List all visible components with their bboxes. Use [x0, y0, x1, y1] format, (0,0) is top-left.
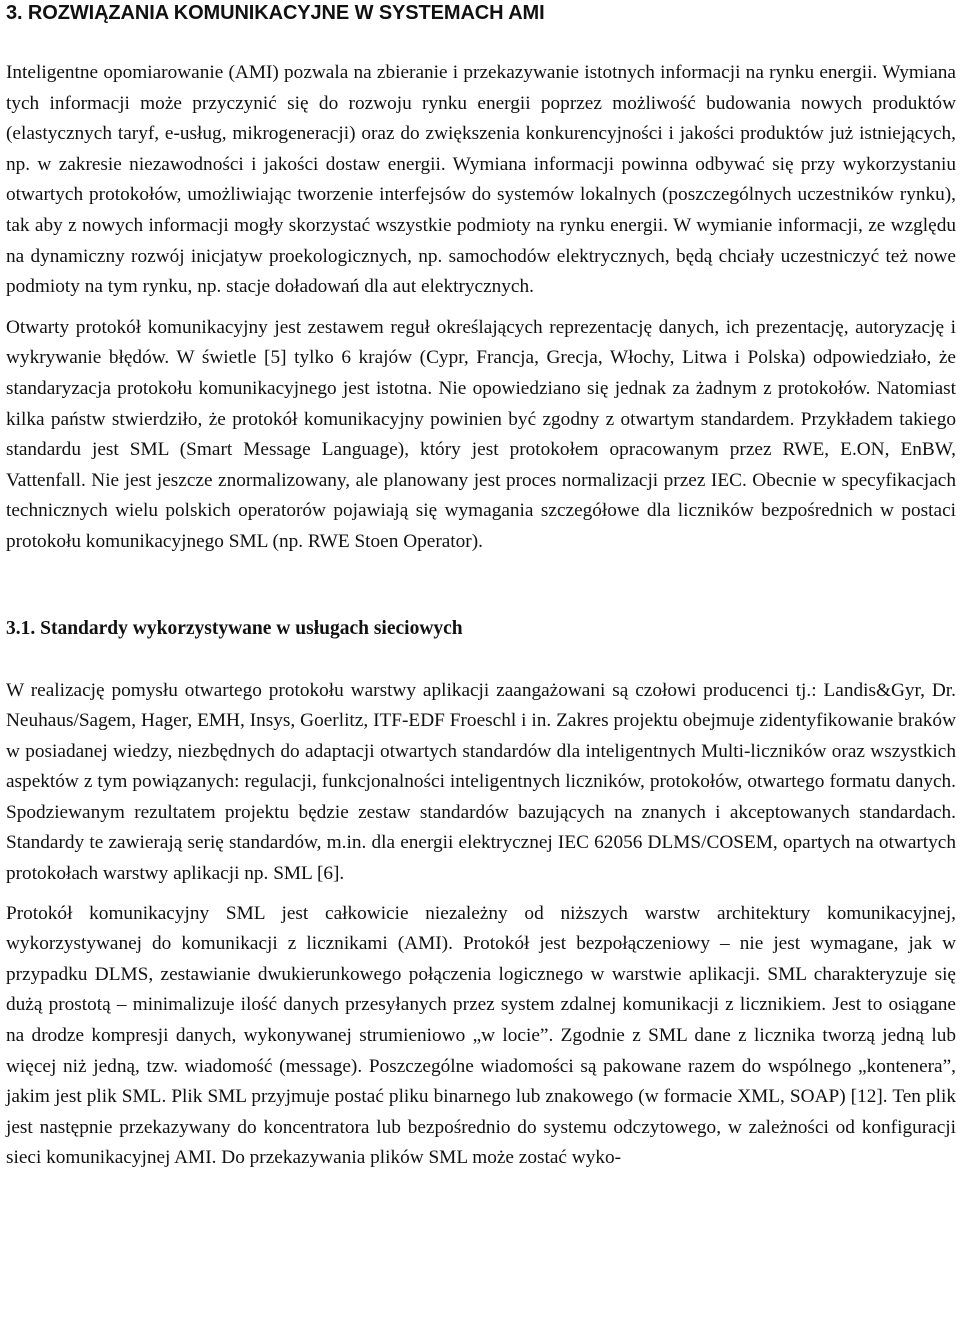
paragraph-ami-intro: Inteligentne opomiarowanie (AMI) pozwala na zbieranie i przekazywanie istotnych informacji na rynku energii. Wymiana tych informacji może przyczynić się do rozwoju rynku energii poprzez możliwość budowania nowych produktów (elastycznych taryf, e-usług, mikrogeneracji) oraz do zwiększenia konkurencyjności i jakości produktów już istniejących, np. w zakresie niezawodności i jakości dostaw energii. Wymiana informacji powinna odbywać się przy wykorzystaniu otwartych protokołów, umożliwiając tworzenie interfejsów do systemów lokalnych (poszczególnych uczestników rynku), tak aby z nowych informacji mogły skorzystać wszystkie podmioty na rynku energii. W wymianie informacji, ze względu na dynamiczny rozwój inicjatyw proekologicznych, np. samochodów elektrycznych, będą chciały uczestniczyć też nowe podmioty na tym rynku, np. stacje doładowań dla aut elektrycznych.	[6, 62, 956, 298]
paragraph-sml-protocol: Protokół komunikacyjny SML jest całkowicie niezależny od niższych warstw architektury komunikacyjnej, wykorzystywanej do komunikacji z licznikami (AMI). Protokół jest bezpołączeniowy – nie jest wymagane, jak w przypadku DLMS, zestawianie dwukierunkowego połączenia logicznego w warstwie aplikacji. SML charakteryzuje się dużą prostotą – minimalizuje ilość danych przesyłanych przez system zdalnej komunikacji z licznikiem. Jest to osiągane na drodze kompresji danych, wykonywanej strumieniowo „w locie”. Zgodnie z SML dane z licznika tworzą jedną lub więcej niż jedną, tzw. wiadomość (message). Poszczególne wiadomości są pakowane razem do wspólnego „kontenera”, jakim jest plik SML. Plik SML przyjmuje postać pliku binarnego lub znakowego (w formacie XML, SOAP) [12]. Ten plik jest następnie przekazywany do koncentratora lub bezpośrednio do systemu odczytowego, w zależności od konfiguracji sieci komunikacyjnej AMI. Do przekazywania plików SML może zostać wyko-	[6, 902, 956, 1169]
paragraph-standards-project: W realizację pomysłu otwartego protokołu warstwy aplikacji zaangażowani są czołowi producenci tj.: Landis&Gyr, Dr. Neuhaus/Sagem, Hager, EMH, Insys, Goerlitz, ITF-EDF Froeschl i in. Zakres projektu obejmuje zidentyfikowanie braków w posiadanej wiedzy, niezbędnych do adaptacji otwartych standardów dla inteligentnych Multi-liczników oraz wszystkich aspektów z tym powiązanych: regulacji, funkcjonalności inteligentnych liczników, protokołów, otwartego formatu danych. Spodziewanym rezultatem projektu będzie zestaw standardów bazujących na znanych i akceptowanych standardach. Standardy te zawierają serię standardów, m.in. dla energii elektrycznej IEC 62056 DLMS/COSEM, opartych na otwartych protokołach warstwy aplikacji np. SML [6].	[6, 679, 956, 885]
paragraph-open-protocol: Otwarty protokół komunikacyjny jest zestawem reguł określających reprezentację danych, ich prezentację, autoryzację i wykrywanie błędów. W świetle [5] tylko 6 krajów (Cypr, Francja, Grecja, Włochy, Litwa i Polska) odpowiedziało, że standaryzacja protokołu komunikacyjnego jest istotna. Nie opowiedziano się jednak za żadnym z protokołów. Natomiast kilka państw stwierdziło, że protokół komunikacyjny powinien być zgodny z otwartym standardem. Przykładem takiego standardu jest SML (Smart Message Language), który jest protokołem opracowanym przez RWE, E.ON, EnBW, Vattenfall. Nie jest jeszcze znormalizowany, ale planowany jest proces normalizacji przez IEC. Obecnie w specyfikacjach technicznych wielu polskich operatorów pojawiają się wymagania szczegółowe dla liczników bezpośrednich w postaci protokołu komunikacyjnego SML (np. RWE Stoen Operator).	[6, 316, 956, 552]
document-page	[6, 0, 956, 1174]
section-heading: 3. ROZWIĄZANIA KOMUNIKACYJNE W SYSTEMACH AMI	[6, 2, 545, 24]
subsection-heading: 3.1. Standardy wykorzystywane w usługach sieciowych	[6, 617, 463, 639]
